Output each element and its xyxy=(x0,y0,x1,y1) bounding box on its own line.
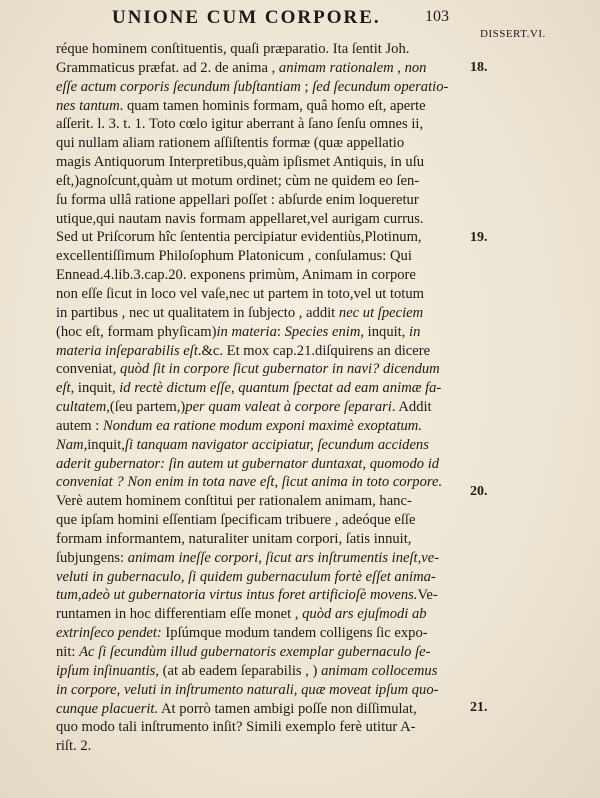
margin-number-19: 19. xyxy=(470,230,488,245)
text-line xyxy=(56,210,466,229)
text-run: réque hominem conſtituentis, quaſi præparatio. Ita ſentit Joh. xyxy=(56,41,410,57)
text-line xyxy=(56,586,466,605)
italic-text: non xyxy=(404,59,427,76)
text-run: inquit, xyxy=(74,380,120,397)
text-run: .&c. Et mox cap.21.diſquirens an dicere xyxy=(197,342,431,359)
body-text xyxy=(56,40,466,756)
text-line xyxy=(56,643,466,662)
text-run: magis Antiquorum Interpretibus,quàm ipſismet Antiquis, in uſu xyxy=(56,154,425,171)
italic-text: conveniat ? Non enim in tota nave eſt, ſicut anima in toto corpore. xyxy=(56,474,443,491)
text-line xyxy=(56,455,466,474)
italic-text: cunque placuerit. xyxy=(56,700,159,717)
text-line xyxy=(56,662,466,681)
italic-text: in materia xyxy=(216,323,277,340)
text-run: At porrò tamen ambigi poſſe non diſſimulat, xyxy=(158,700,417,717)
italic-text: cultatem, xyxy=(56,399,110,416)
running-title: UNIONE CUM CORPORE. xyxy=(112,7,381,28)
text-line xyxy=(56,398,466,417)
italic-text: in xyxy=(409,323,421,340)
text-line xyxy=(56,360,466,379)
text-run: Grammaticus præfat. ad 2. de anima , xyxy=(56,59,279,76)
italic-text: aderit gubernator: ſin autem ut gubernator duntaxat xyxy=(56,455,363,472)
text-line xyxy=(56,134,466,153)
text-run: utique,qui nautam navis formam appellaret,vel aurigam currus. xyxy=(56,210,424,227)
text-run: Ve- xyxy=(417,587,438,604)
italic-text: veluti in gubernaculo, ſi quidem gubernaculum fortè eſſet anima- xyxy=(56,568,436,585)
text-line xyxy=(56,718,466,737)
italic-text: eſſe actum corporis ſecundum ſubſtantiam xyxy=(56,78,301,95)
margin-number-20: 20. xyxy=(470,484,488,499)
italic-text: in corpore, veluti in inſtrumento naturali, quæ moveat ipſum quo- xyxy=(56,681,439,698)
text-line xyxy=(56,115,466,134)
text-run: Ipſúmque modum tandem colligens ſic expo- xyxy=(161,625,428,642)
text-run: ſubjungens: xyxy=(56,549,128,566)
text-run: (hoc eſt, formam phyſicam) xyxy=(56,323,217,340)
text-run: Verè autem hominem conſtitui per rationalem animam, hanc- xyxy=(56,493,412,510)
text-run: non eſſe ſicut in loco vel vaſe,nec ut partem in toto,vel ut totum xyxy=(56,285,424,302)
text-line xyxy=(56,304,466,323)
italic-text: extrinſeco pendet: xyxy=(56,625,162,642)
text-line xyxy=(56,417,466,436)
page-number: 103 xyxy=(425,8,449,25)
text-line xyxy=(56,700,466,719)
text-line xyxy=(56,172,466,191)
text-line xyxy=(56,737,466,756)
text-line xyxy=(56,59,466,78)
italic-text: quomodo id xyxy=(369,455,440,472)
margin-number-21: 21. xyxy=(470,700,488,715)
text-line xyxy=(56,285,466,304)
text-run: nit: xyxy=(56,644,80,660)
text-run: que ipſam homini eſſentiam ſpecificam tribuere , adeóque eſſe xyxy=(56,512,416,529)
italic-text: materia inſeparabilis eſt xyxy=(56,342,198,359)
text-run: Sed ut Priſcorum hîc ſententia percipiatur evidentiùs,Plotinum, xyxy=(56,229,422,246)
text-line xyxy=(56,492,466,511)
italic-text: Ac ſi ſecundùm illud gubernatoris exemplar gubernaculo ſe- xyxy=(79,644,431,660)
text-line xyxy=(56,379,466,398)
text-run: . Addit xyxy=(391,399,432,416)
text-run: inquit, xyxy=(87,436,125,453)
text-line xyxy=(56,191,466,210)
text-line xyxy=(56,681,466,700)
text-run: formam informantem, naturaliter unitam corpori, ſatis innuit, xyxy=(56,530,412,547)
text-run: aſſerit. l. 3. t. 1. Toto cœlo igitur aberrant à ſano ſenſu omnes ii, xyxy=(56,116,424,133)
text-run: Ennead.4.lib.3.cap.20. exponens primùm, Animam in corpore xyxy=(56,267,416,284)
italic-text: ſed ſecundum operatio- xyxy=(312,78,449,95)
text-run: : xyxy=(276,323,285,340)
text-run: (ſeu partem,) xyxy=(109,399,186,416)
text-run: runtamen in hoc differentiam eſſe monet , xyxy=(56,606,303,623)
text-run: conveniat, xyxy=(56,361,121,378)
italic-text: ipſum inſinuantis, xyxy=(56,662,159,679)
italic-text: animam collocemus xyxy=(321,662,438,679)
section-marker: DISSERT.VI. xyxy=(480,28,546,40)
text-line xyxy=(56,247,466,266)
text-run: in partibus , nec ut qualitatem in ſubjecto , addit xyxy=(56,304,339,321)
text-line xyxy=(56,473,466,492)
text-line xyxy=(56,436,466,455)
italic-text: nes tantum xyxy=(56,97,120,114)
text-line xyxy=(56,530,466,549)
text-line xyxy=(56,78,466,97)
italic-text: id rectè dictum eſſe, quantum ſpectat ad eam animæ fa- xyxy=(119,380,442,397)
text-run: . quam tamen hominis formam, quâ homo eſt, aperte xyxy=(119,97,426,114)
text-run: inquit, xyxy=(364,323,410,340)
italic-text: animam rationalem xyxy=(278,59,394,76)
text-run: (at ab eadem ſeparabilis , ) xyxy=(158,662,322,679)
text-line xyxy=(56,342,466,361)
italic-text: tum,adeò ut gubernatoria virtus intus foret artificioſè movens. xyxy=(56,587,418,604)
text-run: excellentiſſimum Philoſophum Platonicum , conſulamus: Qui xyxy=(56,248,412,265)
text-line xyxy=(56,624,466,643)
margin-number-18: 18. xyxy=(470,60,488,75)
text-run: , xyxy=(362,455,370,472)
italic-text: ſi tanquam navigator accipiatur, ſecundum accidens xyxy=(124,436,429,453)
text-run: , xyxy=(393,59,405,76)
italic-text: Nondum ea ratione modum exponi maximè exoptatum. xyxy=(103,417,422,434)
italic-text: eſt, xyxy=(56,380,75,397)
text-run: qui nullam aliam rationem aſſiſtentis formæ (quæ appellatio xyxy=(56,135,405,152)
text-line xyxy=(56,266,466,285)
text-run: riſt. 2. xyxy=(56,738,92,755)
italic-text: quòd ars ejuſmodi ab xyxy=(302,606,427,623)
text-line xyxy=(56,605,466,624)
text-run: ; xyxy=(300,78,313,95)
text-line xyxy=(56,323,466,342)
text-line xyxy=(56,511,466,530)
text-line xyxy=(56,40,466,59)
text-run: eſt,)agnoſcunt,quàm ut motum ordinet; cùm ne quidem eo ſen- xyxy=(56,172,420,189)
italic-text: animam ineſſe corpori, ſicut ars inſtrumentis ineſt,ve- xyxy=(127,549,440,566)
italic-text: nec ut ſpeciem xyxy=(338,304,424,321)
text-run: quo modo tali inſtrumento inſit? Simili exemplo ferè utitur A- xyxy=(56,719,416,736)
text-line xyxy=(56,549,466,568)
text-run: autem : xyxy=(56,417,104,434)
italic-text: per quam valeat à corpore ſeparari xyxy=(185,399,392,416)
text-line xyxy=(56,97,466,116)
text-line xyxy=(56,228,466,247)
text-line xyxy=(56,568,466,587)
text-run: ſu forma ullâ ratione appellari poſſet : abſurde enim loqueretur xyxy=(56,191,419,208)
italic-text: Species enim, xyxy=(284,323,365,340)
italic-text: Nam, xyxy=(56,436,88,453)
italic-text: quòd ſit in corpore ſicut gubernator in navi? dicendum xyxy=(120,361,440,378)
text-line xyxy=(56,153,466,172)
